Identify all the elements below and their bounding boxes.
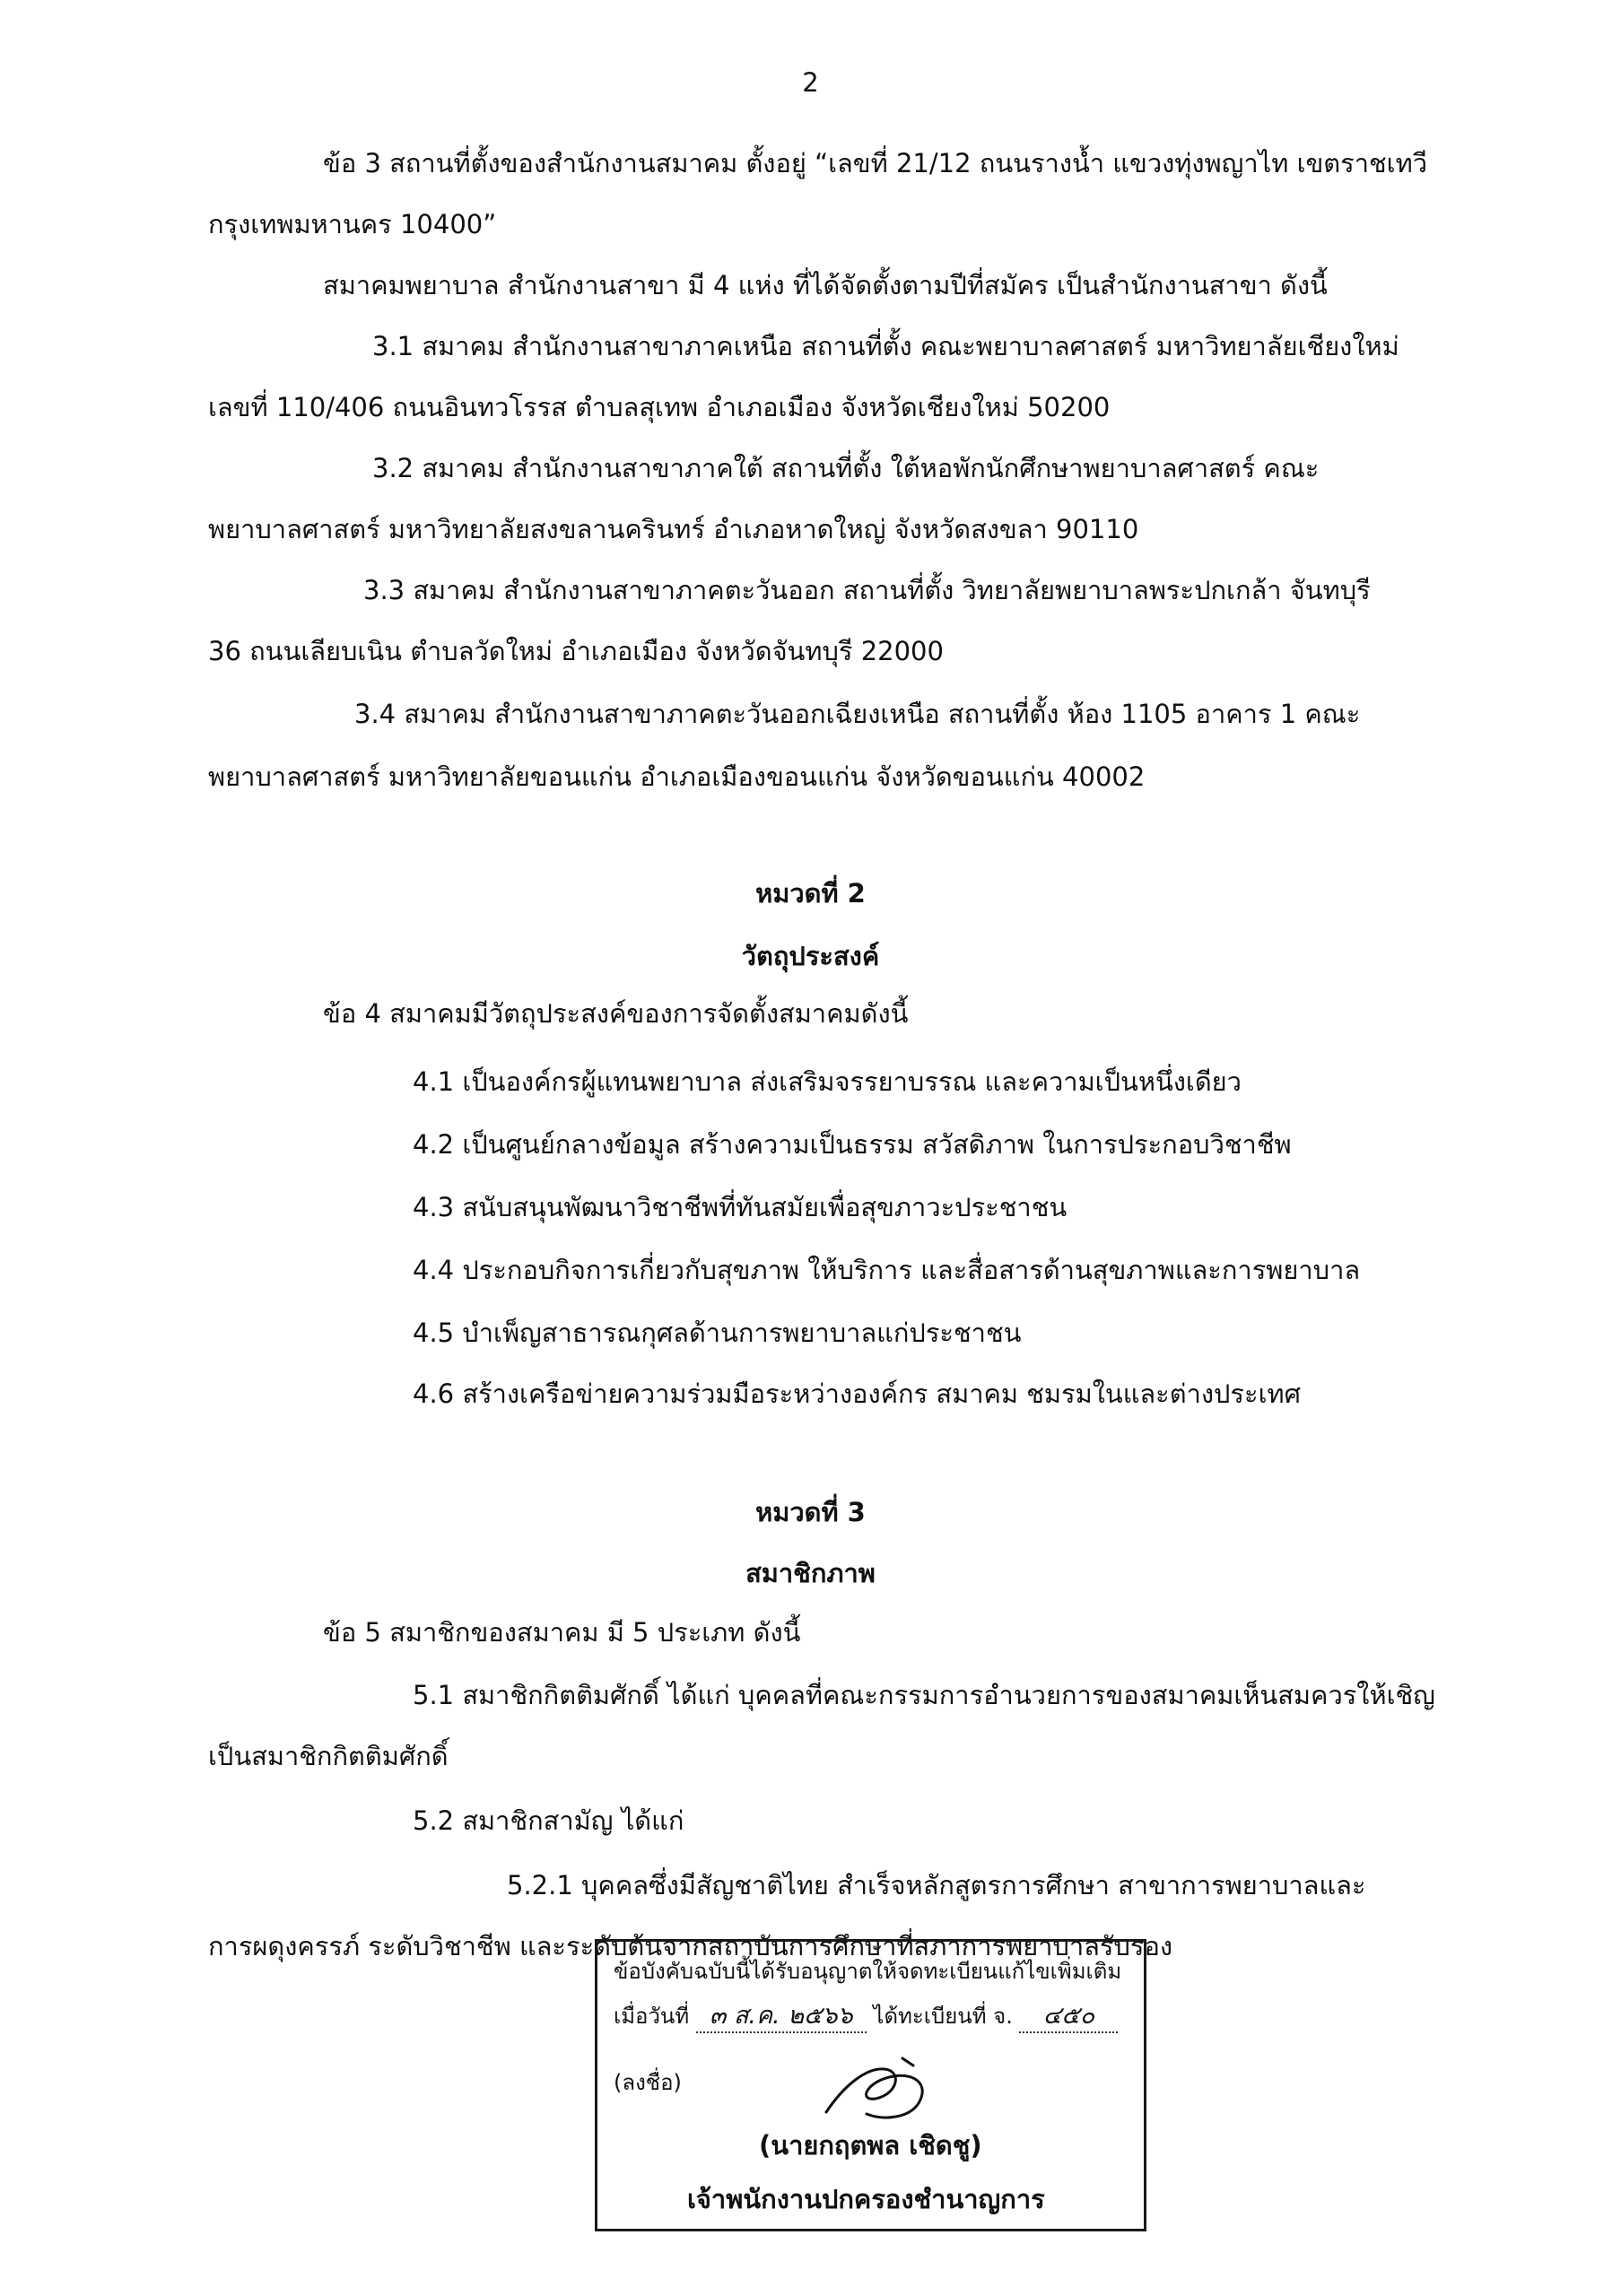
objective-item: 4.5 บำเพ็ญสาธารณกุศลด้านการพยาบาลแก่ประชาชน [413,1318,1022,1348]
signature [813,2049,947,2130]
stamp-signer-position: เจ้าพนักงานปกครองชำนาญการ [687,2184,1045,2214]
chapter-2-title: วัตถุประสงค์ [741,941,880,971]
stamp-sign-label: (ลงชื่อ) [614,2070,682,2095]
member-5-2: 5.2 สมาชิกสามัญ ได้แก่ [413,1805,684,1836]
chapter-2-heading: หมวดที่ 2 [755,878,866,909]
registration-stamp [595,1939,1146,2231]
chapter-3-heading: หมวดที่ 3 [755,1497,866,1527]
branch-1-line-1: 3.1 สมาคม สำนักงานสาขาภาคเหนือ สถานที่ตั้ง คณะพยาบาลศาสตร์ มหาวิทยาลัยเชียงใหม่ [372,331,1399,361]
branch-3-line-2: 36 ถนนเลียบเนิน ตำบลวัดใหม่ อำเภอเมือง จังหวัดจันทบุรี 22000 [208,636,944,666]
article-3-line-2: กรุงเทพมหานคร 10400” [208,209,497,239]
article-3-line-1: ข้อ 3 สถานที่ตั้งของสำนักงานสมาคม ตั้งอยู่ “เลขที่ 21/12 ถนนรางน้ำ แขวงทุ่งพญาไท เขตราชเทวี [323,148,1427,178]
stamp-reg-value: ๔๕๐ [1019,2001,1118,2033]
objective-item: 4.2 เป็นศูนย์กลางข้อมูล สร้างความเป็นธรรม สวัสดิภาพ ในการประกอบวิชาชีพ [413,1129,1292,1160]
objective-item: 4.3 สนับสนุนพัฒนาวิชาชีพที่ทันสมัยเพื่อสุขภาวะประชาชน [413,1192,1068,1222]
stamp-signer-name: (นายกฤตพล เชิดชู) [759,2130,982,2161]
chapter-3-title: สมาชิกภาพ [745,1558,876,1588]
branch-2-line-1: 3.2 สมาคม สำนักงานสาขาภาคใต้ สถานที่ตั้ง ใต้หอพักนักศึกษาพยาบาลศาสตร์ คณะ [372,453,1320,483]
objective-item: 4.1 เป็นองค์กรผู้แทนพยาบาล ส่งเสริมจรรยาบรรณ และความเป็นหนึ่งเดียว [413,1066,1242,1097]
member-5-2-1-line-1: 5.2.1 บุคคลซึ่งมีสัญชาติไทย สำเร็จหลักสูตรการศึกษา สาขาการพยาบาลและ [507,1870,1366,1900]
member-5-1-line-2: เป็นสมาชิกกิตติมศักดิ์ [208,1741,449,1771]
objective-item: 4.6 สร้างเครือข่ายความร่วมมือระหว่างองค์กร สมาคม ชมรมในและต่างประเทศ [413,1378,1302,1409]
member-5-1-line-1: 5.1 สมาชิกกิตติมศักดิ์ ได้แก่ บุคคลที่คณะกรรมการอำนวยการของสมาคมเห็นสมควรให้เชิญ [413,1680,1435,1710]
branch-4-line-1: 3.4 สมาคม สำนักงานสาขาภาคตะวันออกเฉียงเหนือ สถานที่ตั้ง ห้อง 1105 อาคาร 1 คณะ [354,699,1361,729]
article-5: ข้อ 5 สมาชิกของสมาคม มี 5 ประเภท ดังนี้ [323,1617,801,1648]
objective-item: 4.4 ประกอบกิจการเกี่ยวกับสุขภาพ ให้บริการ และสื่อสารด้านสุขภาพและการพยาบาล [413,1255,1361,1285]
branch-4-line-2: พยาบาลศาสตร์ มหาวิทยาลัยขอนแก่น อำเภอเมืองขอนแก่น จังหวัดขอนแก่น 40002 [208,761,1146,792]
member-5-2-1-line-2: การผดุงครรภ์ ระดับวิชาชีพ และระดับต้นจากสถาบันการศึกษาที่สภาการพยาบาลรับรอง [208,1931,1173,1961]
article-4: ข้อ 4 สมาคมมีวัตถุประสงค์ของการจัดตั้งสมาคมดังนี้ [323,998,909,1029]
page-number: 2 [802,67,819,98]
stamp-date-value: ๓ ส.ค. ๒๕๖๖ [696,2001,867,2033]
branches-intro: สมาคมพยาบาล สำนักงานสาขา มี 4 แห่ง ที่ได้จัดตั้งตามปีที่สมัคร เป็นสำนักงานสาขา ดังนี้ [323,270,1328,300]
stamp-reg-label: ได้ทะเบียนที่ จ. [873,2004,1013,2029]
stamp-date-row [614,2001,1118,2033]
stamp-approval-text: ข้อบังคับฉบับนี้ได้รับอนุญาตให้จดทะเบียนแก้ไขเพิ่มเติม [614,1959,1122,1984]
stamp-date-label: เมื่อวันที่ [614,2004,690,2029]
branch-3-line-1: 3.3 สมาคม สำนักงานสาขาภาคตะวันออก สถานที่ตั้ง วิทยาลัยพยาบาลพระปกเกล้า จันทบุรี [363,575,1371,605]
branch-2-line-2: พยาบาลศาสตร์ มหาวิทยาลัยสงขลานครินทร์ อำเภอหาดใหญ่ จังหวัดสงขลา 90110 [208,514,1139,544]
branch-1-line-2: เลขที่ 110/406 ถนนอินทวโรรส ตำบลสุเทพ อำเภอเมือง จังหวัดเชียงใหม่ 50200 [208,392,1111,422]
